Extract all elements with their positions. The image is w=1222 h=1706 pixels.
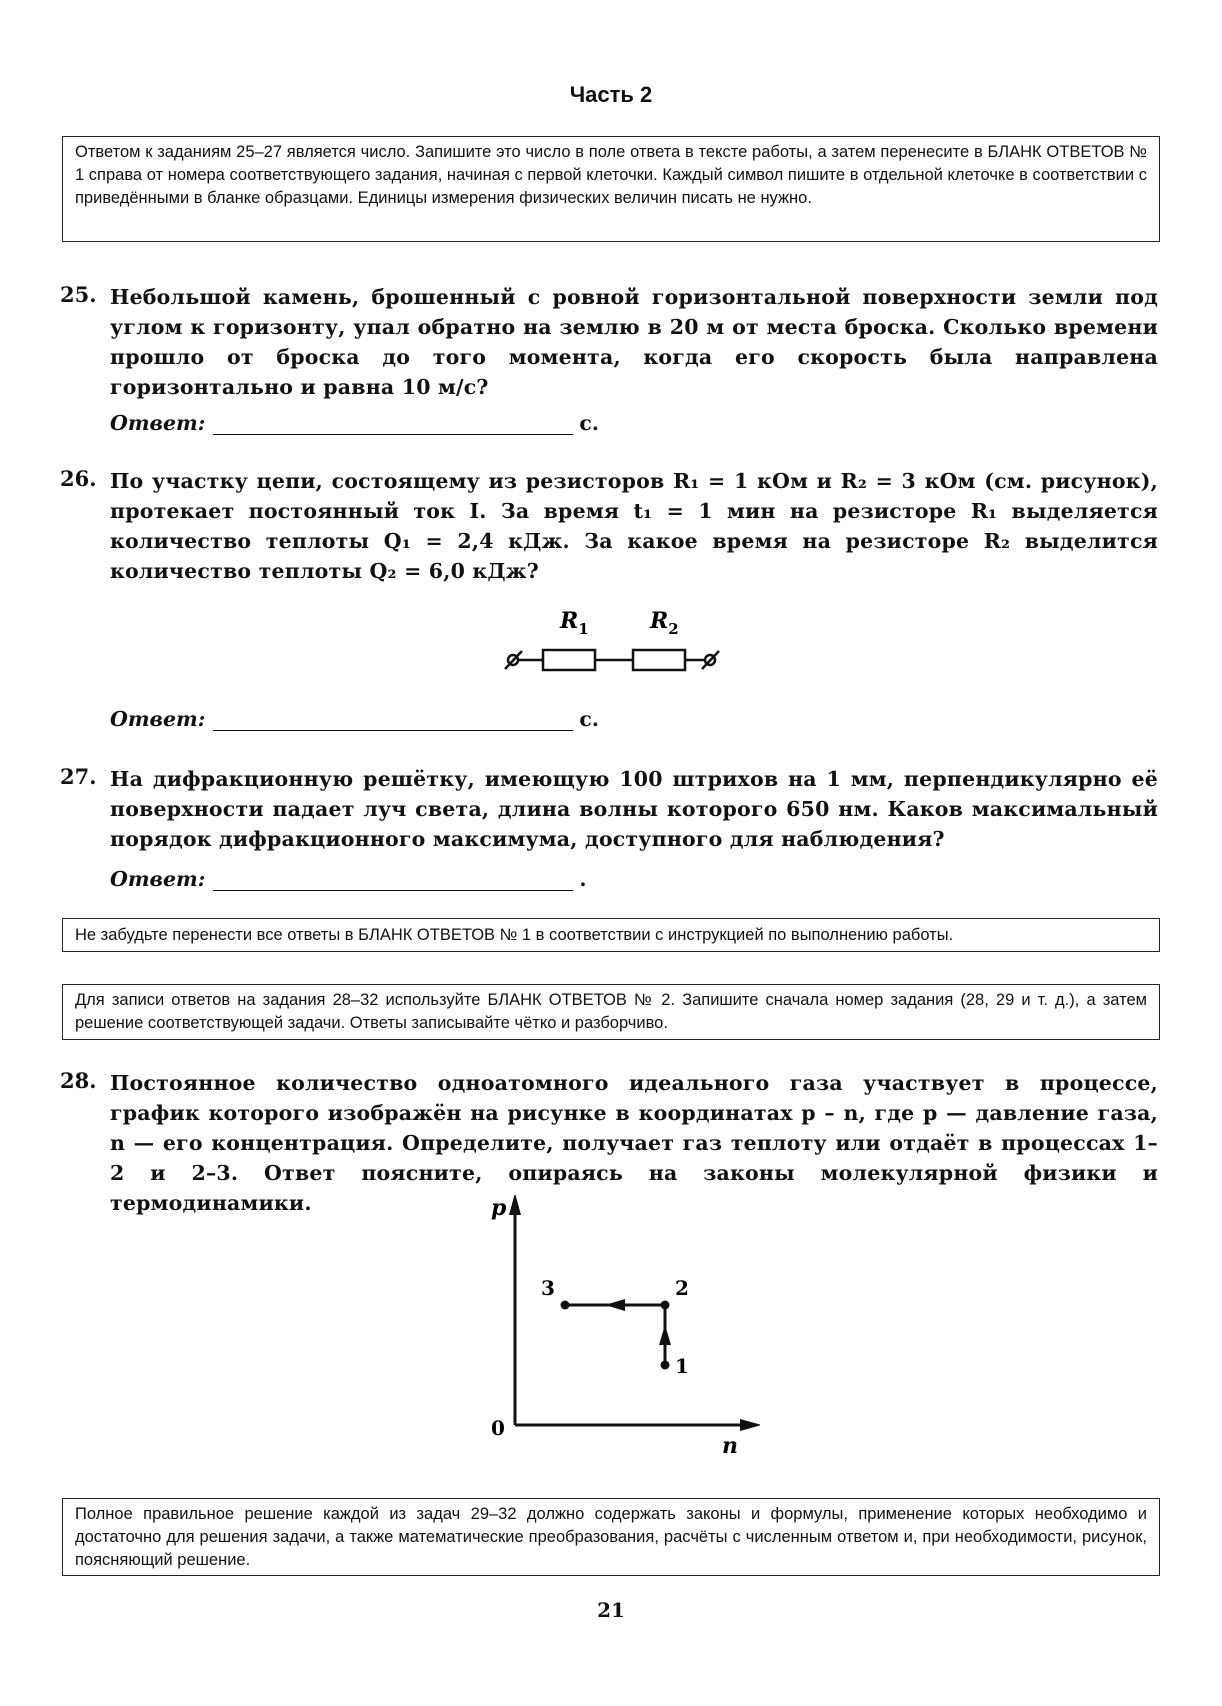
point-label-2: 2: [675, 1276, 689, 1300]
point-label-3: 3: [541, 1276, 555, 1300]
svg-text:R1: $R_1$: [560, 608, 589, 638]
instructions-box-25-27: [62, 136, 1160, 242]
point-3: [561, 1301, 570, 1310]
arrow-1-2: [659, 1325, 671, 1345]
task-number: 28.: [60, 1068, 97, 1093]
task-number: 25.: [60, 282, 97, 307]
answer-field[interactable]: [213, 410, 573, 435]
pn-chart: [470, 1195, 760, 1465]
reminder-text: Не забудьте перенести все ответы в БЛАНК ОТВЕТОВ № 1 в соответствии с инструкцией по выполнению работы.: [75, 926, 954, 944]
svg-text:R2: $R_2$: [650, 608, 679, 638]
resistor-r1: [543, 650, 595, 670]
instructions-text-29-32: Полное правильное решение каждой из задач 29–32 должно содержать законы и формулы, применение которых необходимо и достаточно для решения задачи, а также математические преобразования, расчёты с численным ответом и, при необходимости, рисунок, поясняющий решение.: [75, 1505, 1147, 1569]
task-26: [60, 466, 1158, 586]
answer-unit: .: [579, 867, 587, 891]
point-2: [661, 1301, 670, 1310]
instructions-box-28-32: [62, 984, 1160, 1040]
y-axis-label: p: [491, 1195, 507, 1221]
answer-unit: с.: [579, 411, 599, 435]
task-number: 26.: [60, 466, 97, 491]
answer-26: [110, 706, 599, 731]
point-1: [661, 1361, 670, 1370]
task-text: Постоянное количество одноатомного идеального газа участвует в процессе, график которого изображён на рисунке в координатах p – n, где p — давление газа, n — его концентрация. Определите, получает газ теплоту или отдаёт в процессах 1–2 и 2–3. Ответ поясните, опираясь на законы молекулярной физики и термодинамики.: [110, 1071, 1158, 1215]
resistor-r2: [633, 650, 685, 670]
answer-label: Ответ:: [110, 707, 206, 731]
answer-label: Ответ:: [110, 411, 206, 435]
instructions-text-28-32: Для записи ответов на задания 28–32 используйте БЛАНК ОТВЕТОВ № 2. Запишите сначала номер задания (28, 29 и т. д.), а затем решение соответствующей задачи. Ответы записывайте чётко и разборчиво.: [75, 991, 1147, 1032]
task-text: Небольшой камень, брошенный с ровной горизонтальной поверхности земли под углом к горизонту, упал обратно на землю в 20 м от места броска. Сколько времени прошло от броска до того момента, когда его скорость была направлена горизонтально и равна 10 м/с?: [110, 285, 1158, 399]
answer-unit: с.: [579, 707, 599, 731]
answer-label: Ответ:: [110, 867, 206, 891]
task-25: [60, 282, 1158, 402]
point-label-1: 1: [675, 1354, 689, 1378]
answer-field[interactable]: [213, 866, 573, 891]
x-axis-arrow: [740, 1419, 760, 1431]
r2-label: [649, 608, 679, 638]
page-number: 21: [597, 1598, 625, 1622]
x-axis-label: n: [722, 1433, 738, 1459]
task-number: 27.: [60, 764, 97, 789]
r1-label: [559, 608, 589, 638]
arrow-2-3: [605, 1299, 625, 1311]
answer-25: [110, 410, 599, 435]
task-27: [60, 764, 1158, 854]
origin-label: 0: [491, 1416, 505, 1440]
task-text: По участку цепи, состоящему из резисторов R₁ = 1 кОм и R₂ = 3 кОм (см. рисунок), протекает постоянный ток I. За время t₁ = 1 мин на резисторе R₁ выделяется количество теплоты Q₁ = 2,4 кДж. За какое время на резисторе R₂ выделится количество теплоты Q₂ = 6,0 кДж?: [110, 469, 1158, 583]
part-title: Часть 2: [569, 82, 653, 107]
answer-field[interactable]: [213, 706, 573, 731]
answer-27: [110, 866, 586, 891]
instructions-text-25-27: Ответом к заданиям 25–27 является число. Запишите это число в поле ответа в тексте работы, а затем перенесите в БЛАНК ОТВЕТОВ № 1 справа от номера соответствующего задания, начиная с первой клеточки. Каждый символ пишите в отдельной клеточке в соответствии с приведёнными в бланке образцами. Единицы измерения физических величин писать не нужно.: [75, 143, 1147, 207]
circuit-figure: [495, 600, 735, 680]
task-text: На дифракционную решётку, имеющую 100 штрихов на 1 мм, перпендикулярно её поверхности падает луч света, длина волны которого 650 нм. Каков максимальный порядок дифракционного максимума, доступного для наблюдения?: [110, 767, 1158, 851]
reminder-box: [62, 918, 1160, 952]
instructions-box-29-32: [62, 1498, 1160, 1576]
y-axis-arrow: [509, 1195, 521, 1215]
